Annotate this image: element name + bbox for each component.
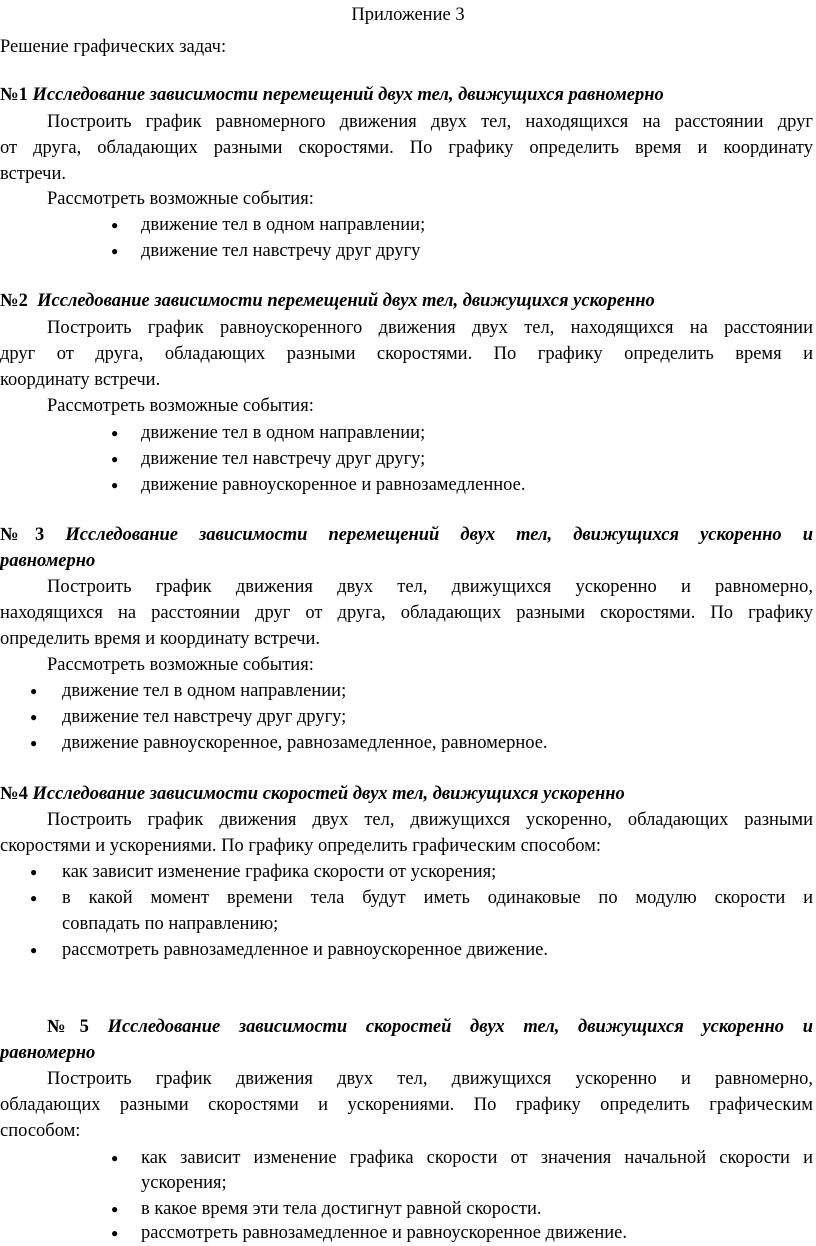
task-4-body-line-2: скоростями и ускорениями. По графику определить графическим способом: — [0, 836, 602, 856]
task-5-bullet-1-continuation: ускорения; — [141, 1173, 227, 1193]
bullet-icon: ● — [30, 736, 38, 750]
bullet-icon: ● — [30, 891, 38, 905]
task-4-bullet-3: рассмотреть равнозамедленное и равноускоренное движение. — [62, 940, 548, 960]
task-3-body-line-1: Построить график движения двух тел, движущихся ускоренно и равномерно, — [47, 577, 813, 597]
task-2-body-line-3: координату встречи. — [0, 370, 161, 390]
task-1-bullet-2: движение тел навстречу друг другу — [141, 241, 421, 261]
task-2-bullet-3: движение равноускоренное и равнозамедленное. — [141, 475, 526, 495]
bullet-icon: ● — [30, 865, 38, 879]
task-5-number: №5 — [47, 1017, 89, 1037]
task-3-heading — [0, 522, 813, 548]
task-4-bullet-1: как зависит изменение графика скорости от ускорения; — [62, 862, 497, 882]
bullet-icon: ● — [111, 426, 119, 440]
task-2-heading — [0, 288, 655, 314]
bullet-icon: ● — [30, 684, 38, 698]
task-3-title-line-2: равномерно — [0, 551, 96, 571]
task-2-events-label: Рассмотреть возможные события: — [47, 396, 314, 416]
task-1-bullet-1: движение тел в одном направлении; — [141, 215, 426, 235]
task-5-body-line-2: обладающих разными скоростями и ускорениями. По графику определить графическим — [0, 1095, 813, 1115]
task-5-bullet-3: рассмотреть равнозамедленное и равноускоренное движение. — [141, 1223, 627, 1243]
task-2-body-line-1: Построить график равноускоренного движения двух тел, находящихся на расстоянии — [47, 318, 813, 338]
task-4-bullet-2-continuation: совпадать по направлению; — [62, 914, 279, 934]
task-3-bullet-1: движение тел в одном направлении; — [62, 681, 347, 701]
task-1-number: №1 — [0, 85, 28, 105]
bullet-icon: ● — [111, 244, 119, 258]
bullet-icon: ● — [111, 1226, 119, 1240]
task-5-bullet-1: как зависит изменение графика скорости от значения начальной скорости и — [141, 1148, 813, 1168]
task-2-bullet-2: движение тел навстречу друг другу; — [141, 449, 426, 469]
task-1-heading — [0, 82, 664, 108]
section-subtitle: Решение графических задач: — [0, 37, 227, 57]
task-1-body-line-1: Построить график равномерного движения двух тел, находящихся на расстоянии друг — [47, 112, 813, 132]
task-3-bullet-2: движение тел навстречу друг другу; — [62, 707, 347, 727]
task-4-heading — [0, 781, 625, 807]
task-4-number: №4 — [0, 784, 28, 804]
task-4-title: Исследование зависимости скоростей двух тел, движущихся ускоренно — [32, 784, 625, 804]
task-1-title: Исследование зависимости перемещений двух тел, движущихся равномерно — [32, 85, 664, 105]
bullet-icon: ● — [30, 710, 38, 724]
task-2-body-line-2: друг от друга, обладающих разными скоростями. По графику определить время и — [0, 344, 813, 364]
task-2-number: №2 — [0, 291, 28, 311]
task-3-number: №3 — [0, 525, 45, 545]
task-3-events-label: Рассмотреть возможные события: — [47, 655, 314, 675]
bullet-icon: ● — [30, 943, 38, 957]
task-4-body-line-1: Построить график движения двух тел, движущихся ускоренно, обладающих разными — [47, 810, 813, 830]
task-3-bullet-3: движение равноускоренное, равнозамедленное, равномерное. — [62, 733, 548, 753]
task-1-events-label: Рассмотреть возможные события: — [47, 189, 314, 209]
bullet-icon: ● — [111, 452, 119, 466]
bullet-icon: ● — [111, 1151, 119, 1165]
task-3-body-line-2: находящихся на расстоянии друг от друга, обладающих разными скоростями. По графику — [0, 603, 813, 623]
task-5-bullet-2: в какое время эти тела достигнут равной скорости. — [141, 1199, 542, 1219]
task-2-bullet-1: движение тел в одном направлении; — [141, 423, 426, 443]
task-5-title-line-2: равномерно — [0, 1043, 96, 1063]
bullet-icon: ● — [111, 218, 119, 232]
task-5-body-line-3: способом: — [0, 1121, 81, 1141]
task-3-title-line-1: Исследование зависимости перемещений двух тел, движущихся ускоренно и — [65, 525, 814, 545]
bullet-icon: ● — [111, 478, 119, 492]
task-5-title-line-1: Исследование зависимости скоростей двух тел, движущихся ускоренно и — [107, 1017, 814, 1037]
task-3-body-line-3: определить время и координату встречи. — [0, 629, 321, 649]
appendix-title: Приложение 3 — [351, 5, 465, 25]
task-1-body-line-2: от друга, обладающих разными скоростями. По графику определить время и координату — [0, 138, 813, 158]
bullet-icon: ● — [111, 1202, 119, 1216]
task-5-heading — [47, 1014, 813, 1040]
task-2-title: Исследование зависимости перемещений двух тел, движущихся ускоренно — [37, 291, 655, 311]
task-1-body-line-3: встречи. — [0, 164, 66, 184]
task-5-body-line-1: Построить график движения двух тел, движущихся ускоренно и равномерно, — [47, 1069, 813, 1089]
task-4-bullet-2: в какой момент времени тела будут иметь одинаковые по модулю скорости и — [62, 888, 813, 908]
